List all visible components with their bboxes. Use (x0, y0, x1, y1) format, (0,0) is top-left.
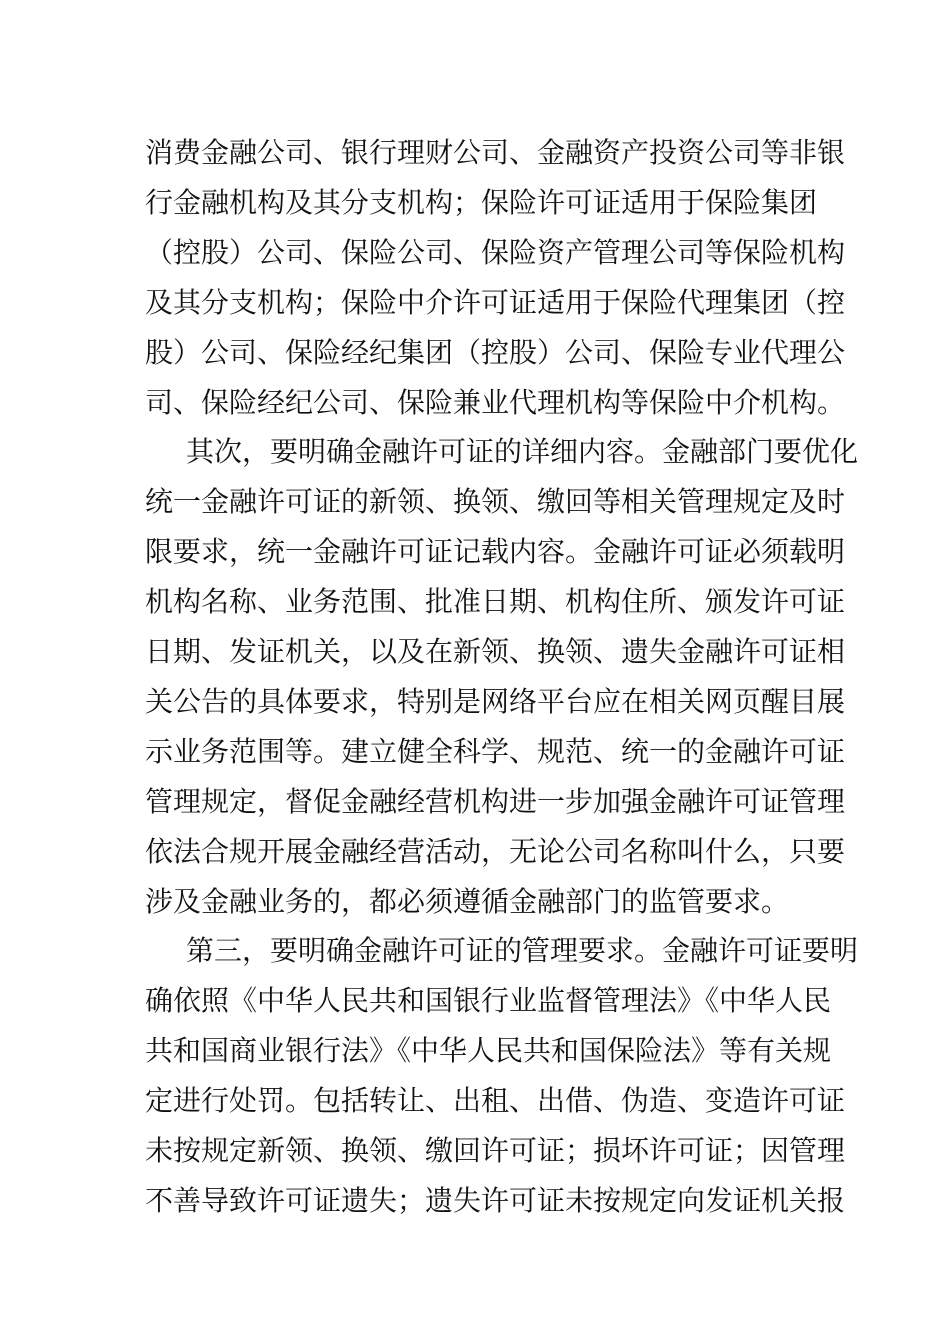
paragraph-first-line: 第三，要明确金融许可证的管理要求。金融许可证要明 (186, 934, 859, 967)
text-line: 限要求，统一金融许可证记载内容。金融许可证必须载明 (145, 535, 846, 568)
text-line: 股）公司、保险经纪集团（控股）公司、保险专业代理公 (145, 336, 846, 369)
text-line: 确依照《中华人民共和国银行业监督管理法》《中华人民 (145, 984, 832, 1017)
text-line: （控股）公司、保险公司、保险资产管理公司等保险机构 (145, 236, 846, 269)
text-line: 定进行处罚。包括转让、出租、出借、伪造、变造许可证 (145, 1084, 846, 1117)
text-line: 及其分支机构；保险中介许可证适用于保险代理集团（控 (145, 286, 846, 319)
text-line: 关公告的具体要求，特别是网络平台应在相关网页醒目展 (145, 685, 846, 718)
text-line: 涉及金融业务的，都必须遵循金融部门的监管要求。 (145, 885, 790, 918)
text-line: 消费金融公司、银行理财公司、金融资产投资公司等非银 (145, 136, 846, 169)
text-line: 未按规定新领、换领、缴回许可证；损坏许可证；因管理 (145, 1134, 846, 1167)
text-line: 日期、发证机关，以及在新领、换领、遗失金融许可证相 (145, 635, 846, 668)
text-line: 依法合规开展金融经营活动，无论公司名称叫什么，只要 (145, 835, 846, 868)
text-line: 示业务范围等。建立健全科学、规范、统一的金融许可证 (145, 735, 846, 768)
text-line: 机构名称、业务范围、批准日期、机构住所、颁发许可证 (145, 585, 846, 618)
paragraph-first-line: 其次，要明确金融许可证的详细内容。金融部门要优化 (186, 435, 859, 468)
text-line: 行金融机构及其分支机构；保险许可证适用于保险集团 (145, 186, 818, 219)
text-line: 司、保险经纪公司、保险兼业代理机构等保险中介机构。 (145, 386, 846, 419)
text-line: 管理规定，督促金融经营机构进一步加强金融许可证管理 (145, 785, 846, 818)
text-line: 不善导致许可证遗失；遗失许可证未按规定向发证机关报 (145, 1184, 846, 1217)
text-line: 共和国商业银行法》《中华人民共和国保险法》等有关规 (145, 1034, 832, 1067)
text-line: 统一金融许可证的新领、换领、缴回等相关管理规定及时 (145, 485, 846, 518)
